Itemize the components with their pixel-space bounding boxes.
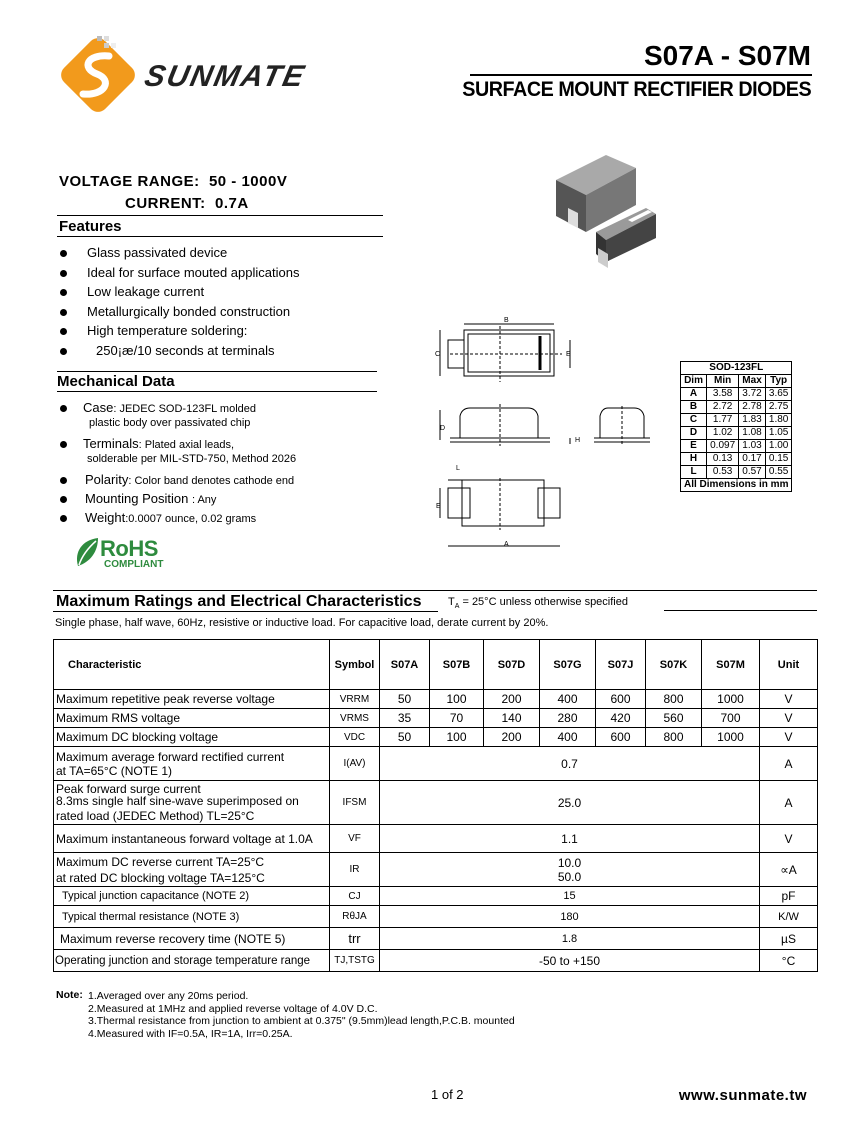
table-row: Maximum average forward rectified current at TA=65°C (NOTE 1) I(AV) 0.7 A: [54, 747, 818, 781]
website-link[interactable]: www.sunmate.tw: [678, 1087, 807, 1104]
ratings-note-line: Single phase, half wave, 60Hz, resistive or inductive load. For capacitive load, derate current by 20%.: [55, 617, 549, 629]
voltage-value: 50 - 1000V: [208, 173, 288, 190]
list-item: 2.Measured at 1MHz and applied reverse voltage of 4.0V D.C.: [88, 1002, 378, 1015]
package-dimension-drawing: [430, 312, 590, 552]
table-row: Typical junction capacitance (NOTE 2) CJ 15 pF: [54, 887, 818, 906]
table-row: Peak forward surge current 8.3ms single half sine-wave superimposed on rated load (JEDEC Method) TL=25°C IFSM 25.0 A: [54, 781, 818, 825]
dim-table-footer: All Dimensions in mm: [681, 479, 792, 492]
divider: [57, 215, 383, 216]
page-number: 1 of 2: [431, 1087, 464, 1102]
current-label: CURRENT:: [125, 195, 206, 212]
table-row: Maximum repetitive peak reverse voltage VRRM 50 100 200 400 600 800 1000 V: [54, 690, 818, 709]
list-item: 4.Measured with IF=0.5A, IR=1A, Irr=0.25A.: [88, 1027, 293, 1040]
bullet-icon: [60, 477, 67, 484]
bullet-icon: [60, 348, 67, 355]
table-row: E 0.097 1.03 1.00: [681, 440, 792, 453]
list-item: High temperature soldering:: [60, 323, 299, 343]
page-subtitle: SURFACE MOUNT RECTIFIER DIODES: [462, 78, 811, 101]
table-row: Maximum RMS voltage VRMS 35 70 140 280 420 560 700 V: [54, 709, 818, 728]
list-item: Metallurgically bonded construction: [60, 304, 299, 324]
part-range-title: S07A - S07M: [643, 40, 811, 71]
bullet-icon: [60, 441, 67, 448]
list-item: Ideal for surface mouted applications: [60, 265, 299, 285]
notes-list: [88, 990, 515, 1040]
dim-label-e: E: [566, 351, 571, 358]
table-row: Maximum DC blocking voltage VDC 50 100 200 400 600 800 1000 V: [54, 728, 818, 747]
table-row: D 1.02 1.08 1.05: [681, 427, 792, 440]
divider: [53, 611, 438, 612]
features-title: Features: [59, 218, 122, 235]
divider: [664, 610, 817, 611]
divider: [57, 371, 377, 372]
current-value: 0.7A: [215, 195, 249, 212]
current-rating: [125, 195, 249, 212]
dim-label-a: A: [504, 541, 509, 548]
bullet-icon: [60, 289, 67, 296]
dim-label-l: L: [456, 465, 460, 472]
ratings-table: [53, 639, 818, 972]
brand-name: SUNMATE: [141, 60, 309, 93]
list-item: 1.Averaged over any 20ms period.: [88, 990, 249, 1002]
voltage-label: VOLTAGE RANGE:: [59, 173, 200, 190]
list-item: 250¡æ/10 seconds at terminals: [60, 343, 299, 363]
dim-label-h: H: [575, 437, 581, 444]
table-row: Maximum reverse recovery time (NOTE 5) trr 1.8 µS: [54, 928, 818, 950]
divider: [53, 590, 817, 591]
sunmate-logo-icon: [57, 34, 139, 116]
package-end-view-drawing: [594, 406, 650, 446]
table-row: Maximum instantaneous forward voltage at 1.0A VF 1.1 V: [54, 825, 818, 853]
package-3d-image: [548, 150, 658, 270]
bullet-icon: [60, 309, 67, 316]
dim-label-c: C: [435, 351, 441, 358]
bullet-icon: [60, 250, 67, 257]
bullet-icon: [60, 496, 67, 503]
ratings-title: Maximum Ratings and Electrical Characteristics: [56, 593, 422, 610]
dim-label-d: D: [440, 425, 446, 432]
dim-label-b: B: [504, 317, 509, 324]
title-rule: [470, 74, 812, 76]
table-row: B 2.72 2.78 2.75: [681, 401, 792, 414]
table-row: Operating junction and storage temperature range TJ,TSTG -50 to +150 °C: [54, 950, 818, 972]
dimension-table: SOD-123FL Dim Min Max Typ A 3.58 3.72 3.65 B 2.72 2.78 2.75 C 1.77 1.83 1.80 D 1.02 1.08 1.05 E 0.097 1.03 1.00 H 0.13 0.17 0.15 L 0.53 0.57 0.55 All Dimensions in mm: [680, 361, 792, 492]
list-item: Glass passivated device: [60, 245, 299, 265]
features-list: [60, 245, 299, 363]
bullet-icon: [60, 328, 67, 335]
table-row: L 0.53 0.57 0.55: [681, 466, 792, 479]
table-row: Maximum DC reverse current TA=25°C at rated DC blocking voltage TA=125°C IR 10.0 50.0 ∝A: [54, 853, 818, 887]
bullet-icon: [60, 405, 67, 412]
table-row: C 1.77 1.83 1.80: [681, 414, 792, 427]
divider: [57, 391, 377, 392]
mechanical-list: Case: JEDEC SOD-123FL molded plastic body over passivated chip Terminals: Plated axial leads, solderable per MIL-STD-750, Method 2026 Polarity: Color band denotes cathode end Mounting Position : Any Weight:0.0007 ounce, 0.02 grams: [60, 400, 296, 529]
voltage-range: [59, 173, 287, 190]
notes-label: Note:: [56, 989, 83, 1001]
dim-label-e2: E: [436, 503, 441, 510]
table-row: A 3.58 3.72 3.65: [681, 388, 792, 401]
list-item: 3.Thermal resistance from junction to ambient at 0.375" (9.5mm)lead length,P.C.B. mounted: [88, 1015, 515, 1027]
bullet-icon: [60, 515, 67, 522]
dim-table-title: SOD-123FL: [681, 362, 792, 375]
divider: [57, 236, 383, 237]
mechanical-title: Mechanical Data: [57, 373, 175, 390]
table-header-row: Characteristic Symbol S07A S07B S07D S07G S07J S07K S07M Unit: [54, 640, 818, 690]
list-item: Low leakage current: [60, 284, 299, 304]
table-row: H 0.13 0.17 0.15: [681, 453, 792, 466]
ratings-condition: $T_A = 25^\circ C$ unless otherwise specified: [448, 596, 628, 611]
bullet-icon: [60, 270, 67, 277]
table-row: Typical thermal resistance (NOTE 3) RθJA 180 K/W: [54, 906, 818, 928]
leaf-icon: [74, 536, 100, 568]
